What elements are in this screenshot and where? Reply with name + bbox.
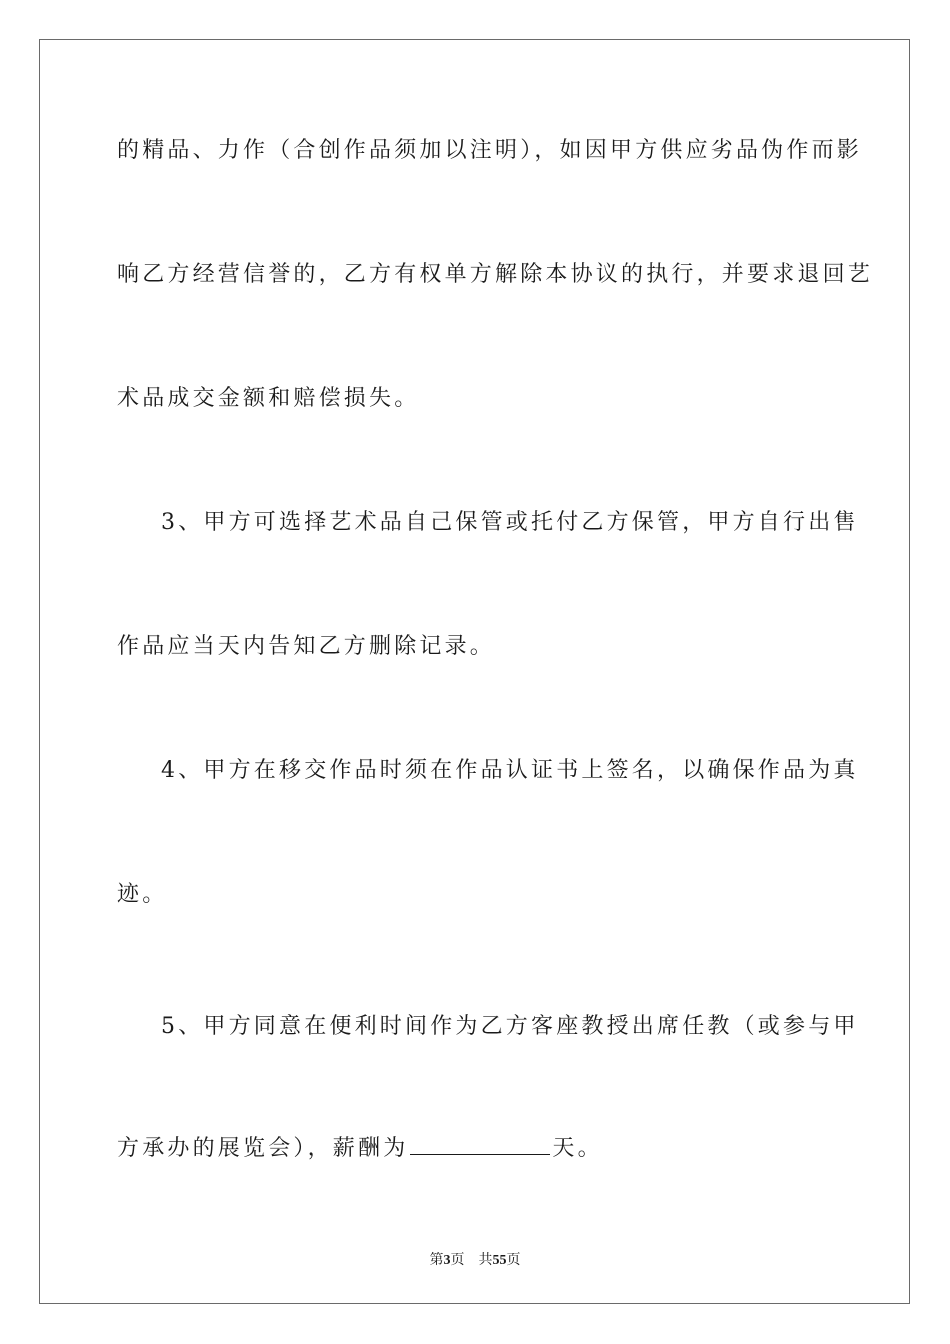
clause-5-line-2 [117, 1134, 603, 1164]
clause-4-line-1: 4、甲方在移交作品时须在作品认证书上签名，以确保作品为真 [161, 758, 859, 783]
footer-page-suffix: 页 [450, 1253, 465, 1268]
clause-3-line-1: 3、甲方可选择艺术品自己保管或托付乙方保管，甲方自行出售 [161, 510, 859, 535]
footer-total-suffix: 页 [506, 1253, 521, 1268]
footer-total-number: 55 [492, 1253, 507, 1268]
footer-page-prefix: 第 [429, 1253, 444, 1268]
clause-5-text-before-blank: 方承办的展览会），薪酬为 [117, 1136, 409, 1161]
page-footer [0, 1249, 950, 1269]
footer-total-prefix: 共 [478, 1253, 493, 1268]
clause-3-line-2: 作品应当天内告知乙方删除记录。 [117, 634, 496, 659]
clause-5-text-after-blank: 天。 [552, 1136, 603, 1161]
footer-page-number: 3 [443, 1253, 451, 1268]
clause-5-line-1: 5、甲方同意在便利时间作为乙方客座教授出席任教（或参与甲 [161, 1014, 859, 1039]
body-line-2: 响乙方经营信誉的，乙方有权单方解除本协议的执行，并要求退回艺 [117, 262, 874, 287]
fill-in-blank [410, 1134, 550, 1155]
body-line-3: 术品成交金额和赔偿损失。 [117, 386, 420, 411]
clause-4-line-2: 迹。 [117, 882, 168, 907]
body-line-1: 的精品、力作（合创作品须加以注明），如因甲方供应劣品伪作而影 [117, 138, 863, 163]
page-frame [39, 39, 910, 1304]
